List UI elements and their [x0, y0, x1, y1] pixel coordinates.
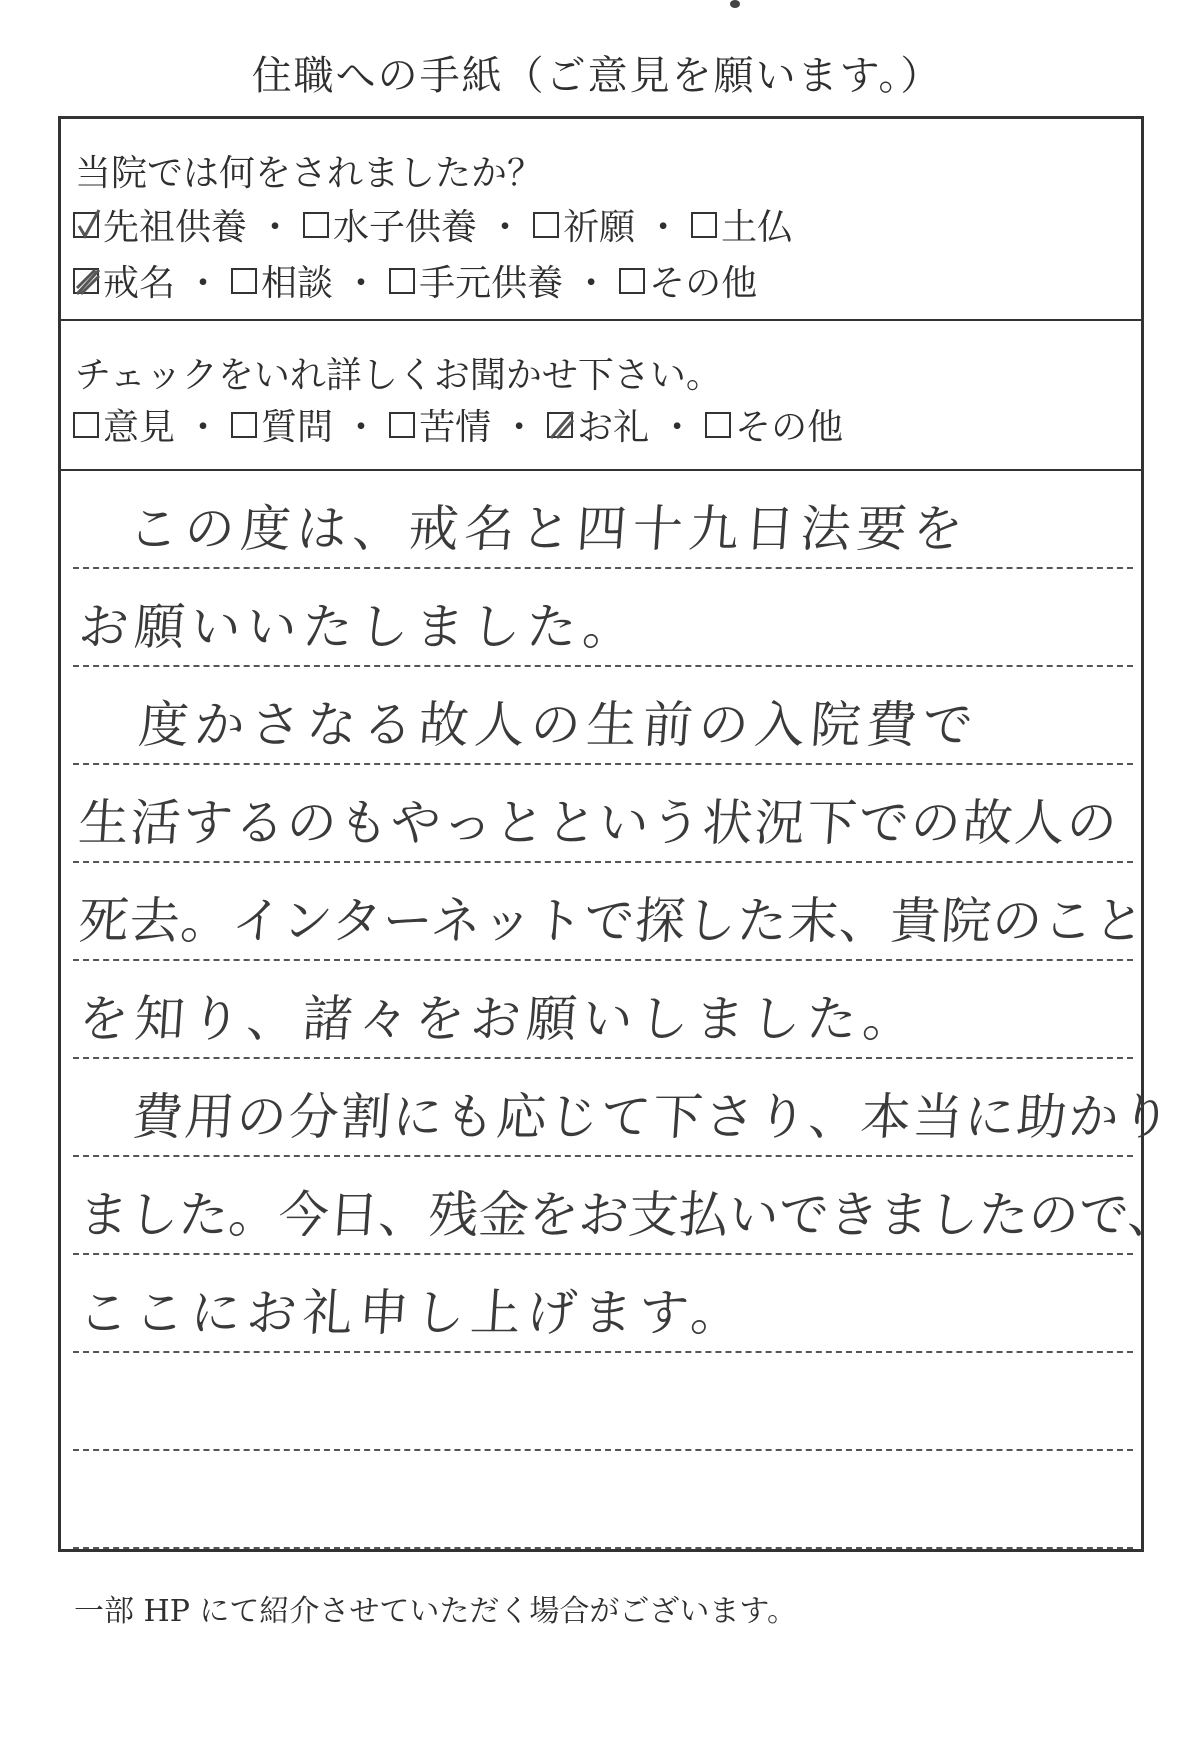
feedback-type-prompt: チェックをいれ詳しくお聞かせ下さい。	[75, 355, 722, 396]
option-senzo-kuyou[interactable]	[73, 199, 247, 250]
option-dobutsu[interactable]	[691, 199, 793, 250]
option-iken[interactable]	[73, 399, 175, 450]
option-label: 意見	[103, 407, 176, 448]
message-line	[73, 1451, 1133, 1549]
option-temoto-kuyou[interactable]	[389, 255, 563, 306]
separator-dot: ・	[659, 407, 696, 448]
checkbox[interactable]	[303, 212, 329, 238]
message-line	[73, 1353, 1133, 1451]
option-label: 水子供養	[333, 207, 478, 248]
checkbox[interactable]	[231, 268, 257, 294]
service-options-row-2	[73, 255, 757, 306]
checkbox[interactable]	[619, 268, 645, 294]
separator-dot: ・	[185, 263, 222, 304]
checkbox[interactable]	[73, 412, 99, 438]
handwritten-text: お願いいたしました。	[76, 598, 641, 656]
option-label: 質問	[261, 407, 334, 448]
message-line	[73, 471, 1133, 569]
option-kujou[interactable]	[389, 399, 491, 450]
option-label: 手元供養	[419, 263, 564, 304]
handwritten-text: を知り、諸々をお願いしました。	[76, 990, 921, 1048]
check-mark-icon	[73, 264, 103, 298]
option-label: 戒名	[103, 263, 176, 304]
message-line	[73, 1059, 1175, 1157]
page-title: 住職への手紙（ご意見を願います。）	[251, 53, 943, 99]
message-line	[73, 863, 1148, 961]
option-soudan[interactable]	[231, 255, 333, 306]
option-label: お礼	[577, 407, 650, 448]
separator-dot: ・	[185, 407, 222, 448]
separator-dot: ・	[257, 207, 294, 248]
message-line	[73, 1255, 1133, 1353]
checkbox-checked[interactable]	[73, 212, 99, 238]
message-line	[73, 765, 1133, 863]
handwritten-text: 生活するのもやっとという状況下での故人の	[76, 794, 1121, 852]
handwritten-text: 費用の分割にも応じて下さり、本当に助かり	[130, 1088, 1175, 1146]
service-question-prompt: 当院では何をされましたか？	[75, 153, 544, 194]
handwritten-text: ました。今日、残金をお支払いできましたので、	[76, 1186, 1180, 1244]
separator-dot: ・	[343, 263, 380, 304]
option-orei[interactable]	[547, 399, 649, 450]
message-area[interactable]	[61, 471, 1180, 1549]
message-line	[73, 667, 1133, 765]
option-label: その他	[649, 263, 758, 304]
checkbox[interactable]	[533, 212, 559, 238]
form-frame	[58, 116, 1180, 1552]
checkbox[interactable]	[231, 412, 257, 438]
handwritten-text: ここにお礼申し上げます。	[76, 1284, 749, 1342]
separator-dot: ・	[343, 407, 380, 448]
option-label: 苦情	[419, 407, 492, 448]
option-label: 祈願	[563, 207, 636, 248]
checkbox-checked[interactable]	[73, 268, 99, 294]
checkbox-checked[interactable]	[547, 412, 573, 438]
checkbox[interactable]	[705, 412, 731, 438]
feedback-type-options	[73, 399, 843, 450]
scan-speck	[730, 0, 740, 8]
separator-dot: ・	[645, 207, 682, 248]
option-mizuko-kuyou[interactable]	[303, 199, 477, 250]
handwritten-text: 死去。インターネットで探した末、貴院のこと	[76, 892, 1148, 950]
option-label: その他	[735, 407, 844, 448]
separator-dot: ・	[501, 407, 538, 448]
option-other-feedback[interactable]	[705, 399, 843, 450]
option-label: 相談	[261, 263, 334, 304]
option-label: 土仏	[721, 207, 794, 248]
option-shitsumon[interactable]	[231, 399, 333, 450]
option-other-service[interactable]	[619, 255, 757, 306]
footer-note: 一部 HP にて紹介させていただく場合がございます。	[74, 1594, 798, 1629]
option-label: 先祖供養	[103, 207, 248, 248]
checkbox[interactable]	[691, 212, 717, 238]
check-mark-icon	[547, 408, 577, 442]
checkbox[interactable]	[389, 412, 415, 438]
message-line	[73, 961, 1133, 1059]
feedback-type-section	[61, 321, 1141, 471]
separator-dot: ・	[487, 207, 524, 248]
option-kaimyou[interactable]	[73, 255, 175, 306]
checkbox[interactable]	[389, 268, 415, 294]
message-line	[73, 569, 1133, 667]
option-kigan[interactable]	[533, 199, 635, 250]
message-line	[73, 1157, 1180, 1255]
handwritten-text: 度かさなる故人の生前の入院費で	[136, 696, 981, 754]
separator-dot: ・	[573, 263, 610, 304]
check-mark-icon	[73, 208, 103, 242]
service-question-section	[61, 119, 1141, 321]
handwritten-text: この度は、戒名と四十九日法要を	[126, 500, 971, 558]
service-options-row-1	[73, 199, 793, 250]
